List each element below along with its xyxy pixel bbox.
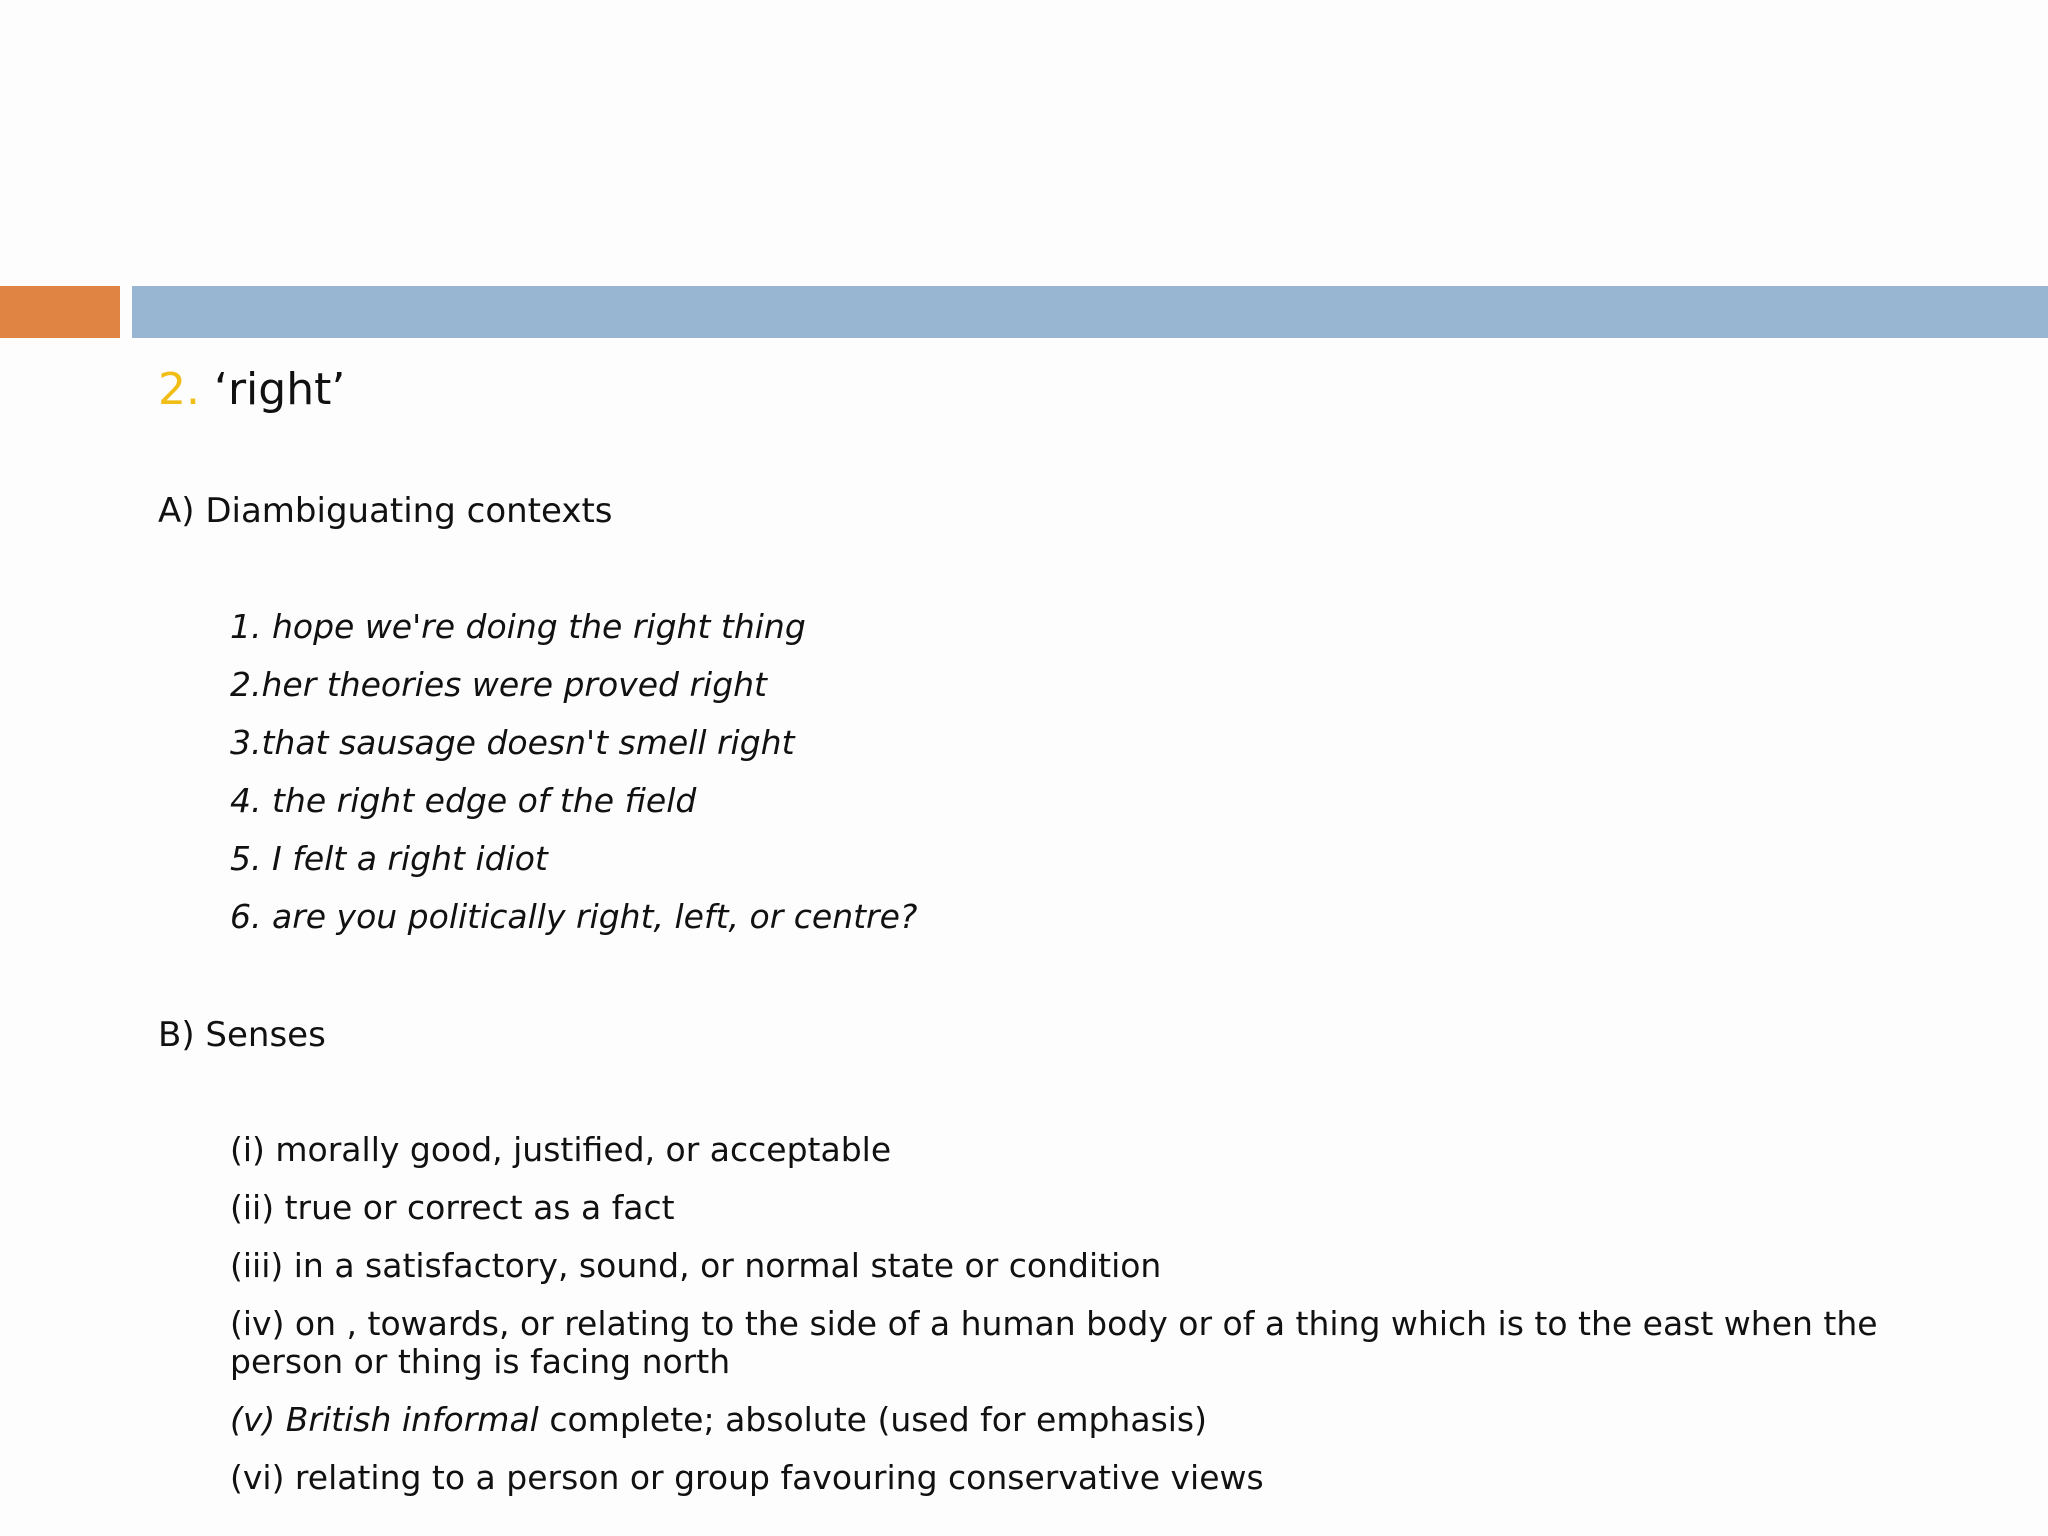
context-list bbox=[230, 605, 917, 953]
context-item: 1. hope we're doing the right thing bbox=[230, 607, 806, 646]
title-number: 2. bbox=[158, 364, 200, 415]
context-item: 2.her theories were proved right bbox=[230, 665, 767, 704]
header-band bbox=[132, 286, 2048, 338]
senses-list bbox=[230, 1131, 1930, 1517]
context-item: 3.that sausage doesn't smell right bbox=[230, 723, 795, 762]
sense-item bbox=[230, 1401, 1930, 1439]
slide-title bbox=[158, 362, 345, 418]
sense-item-label: (v) British informal bbox=[230, 1400, 539, 1439]
sense-item: (i) morally good, justified, or acceptable bbox=[230, 1130, 892, 1169]
sense-item-definition: complete; absolute (used for emphasis) bbox=[538, 1400, 1207, 1439]
sense-item: (ii) true or correct as a fact bbox=[230, 1188, 675, 1227]
section-b-heading: B) Senses bbox=[158, 1015, 326, 1055]
sense-item: (iv) on , towards, or relating to the side of a human body or of a thing which is to the east when the person or thing is facing north bbox=[230, 1304, 1878, 1381]
title-text: ‘right’ bbox=[213, 364, 346, 415]
sense-item: (iii) in a satisfactory, sound, or normal state or condition bbox=[230, 1246, 1162, 1285]
accent-bar bbox=[0, 286, 120, 338]
section-a-heading: A) Diambiguating contexts bbox=[158, 491, 613, 531]
context-item: 5. I felt a right idiot bbox=[230, 839, 548, 878]
context-item: 6. are you politically right, left, or centre? bbox=[230, 897, 918, 936]
context-item: 4. the right edge of the field bbox=[230, 781, 697, 820]
sense-item: (vi) relating to a person or group favouring conservative views bbox=[230, 1458, 1264, 1497]
